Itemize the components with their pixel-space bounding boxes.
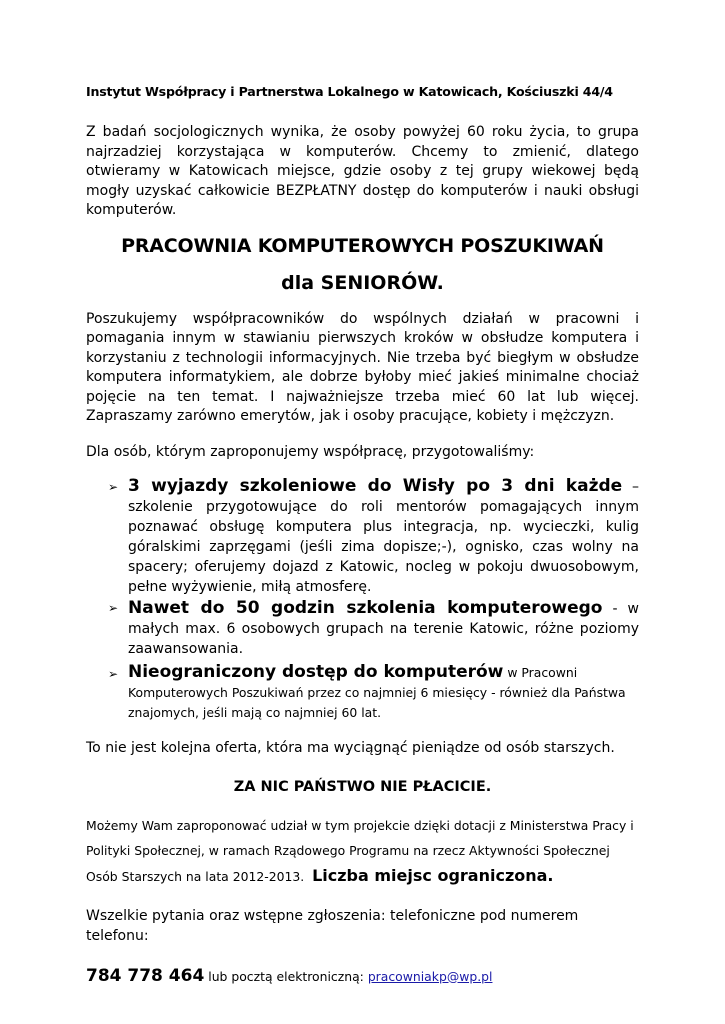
limited-places-note: Liczba miejsc ograniczona. — [312, 865, 554, 885]
free-of-charge-heading: ZA NIC PAŃSTWO NIE PŁACICIE. — [233, 778, 492, 795]
bullet-text: - w małych max. 6 osobowych grupach na terenie Katowic, różne poziomy zaawansowania. — [128, 600, 639, 657]
arrow-bullet-icon: ➢ — [108, 479, 119, 494]
list-item — [86, 476, 639, 597]
phone-number: 784 778 464 — [86, 965, 205, 986]
bullet-bold: Nieograniczony dostęp do komputerów — [128, 661, 504, 682]
list-item — [86, 662, 639, 723]
email-lead: lub pocztą elektroniczną: — [208, 968, 364, 984]
institute-header: Instytut Współpracy i Partnerstwa Lokalnego w Katowicach, Kościuszki 44/4 — [86, 84, 613, 99]
main-subtitle: dla SENIORÓW. — [281, 271, 444, 294]
not-an-offer-note: To nie jest kolejna oferta, która ma wyciągnąć pieniądze od osób starszych. — [86, 739, 615, 756]
arrow-bullet-icon: ➢ — [108, 600, 119, 615]
arrow-bullet-icon: ➢ — [108, 666, 119, 681]
document-page — [86, 84, 639, 989]
questions-note: Wszelkie pytania oraz wstępne zgłoszenia: telefoniczne pod numerem telefonu: — [86, 907, 579, 944]
bullet-bold: Nawet do 50 godzin szkolenia komputerowego — [128, 597, 603, 618]
funding-paragraph — [86, 813, 639, 889]
main-title: PRACOWNIA KOMPUTEROWYCH POSZUKIWAŃ — [121, 234, 604, 257]
intro-paragraph: Z badań socjologicznych wynika, że osoby powyżej 60 roku życia, to grupa najrzadziej korzystająca w komputerów. Chcemy to zmienić, dlatego otwieramy w Katowicach miejsce, gdzie osoby z tej grupy wiekowej będą mogły uzyskać całkowicie BEZPŁATNY dostęp do komputerów i nauki obsługi komputerów. — [86, 124, 639, 218]
funding-text: Możemy Wam zaproponować udział w tym projekcie dzięki dotacji z Ministerstwa Pracy i Polityki Społecznej, w ramach Rządowego Programu na rzecz Aktywności Społecznej Osób Starszych na lata 2012-2013. — [86, 817, 634, 884]
recruitment-paragraph: Poszukujemy współpracowników do wspólnych działań w pracowni i pomagania innym w stawianiu pierwszych kroków w obsłudze komputera i korzystaniu z technologii informacyjnych. Nie trzeba być biegłym w obsłudze komputera informatykiem, ale dobrze byłoby mieć jakieś minimalne chociaż pojęcie na ten temat. I najważniejsze trzeba mieć 60 lat lub więcej. Zapraszamy zarówno emerytów, jak i osoby pracujące, kobiety i mężczyzn. — [86, 310, 639, 424]
list-item — [86, 598, 639, 659]
offer-lead: Dla osób, którym zaproponujemy współpracę, przygotowaliśmy: — [86, 443, 535, 460]
bullet-text: – szkolenie przygotowujące do roli mentorów pomagających innym poznawać obsługę komputera plus integracja, np. wycieczki, kulig góralskimi zaprzęgami (jeśli zima dopisze;-), ognisko, czas wolny na spacery; oferujemy dojazd z Katowic, nocleg w pokoju dwuosobowym, pełne wyżywienie, miłą atmosferę. — [128, 478, 640, 595]
contact-line — [86, 964, 639, 989]
email-link[interactable]: pracowniakp@wp.pl — [367, 968, 493, 984]
bullet-bold: 3 wyjazdy szkoleniowe do Wisły po 3 dni każde — [128, 475, 623, 496]
bullet-text: w Pracowni Komputerowych Poszukiwań przez co najmniej 6 miesięcy - również dla Państwa znajomych, jeśli mają co najmniej 60 lat. — [128, 664, 626, 720]
offer-list — [86, 476, 639, 723]
